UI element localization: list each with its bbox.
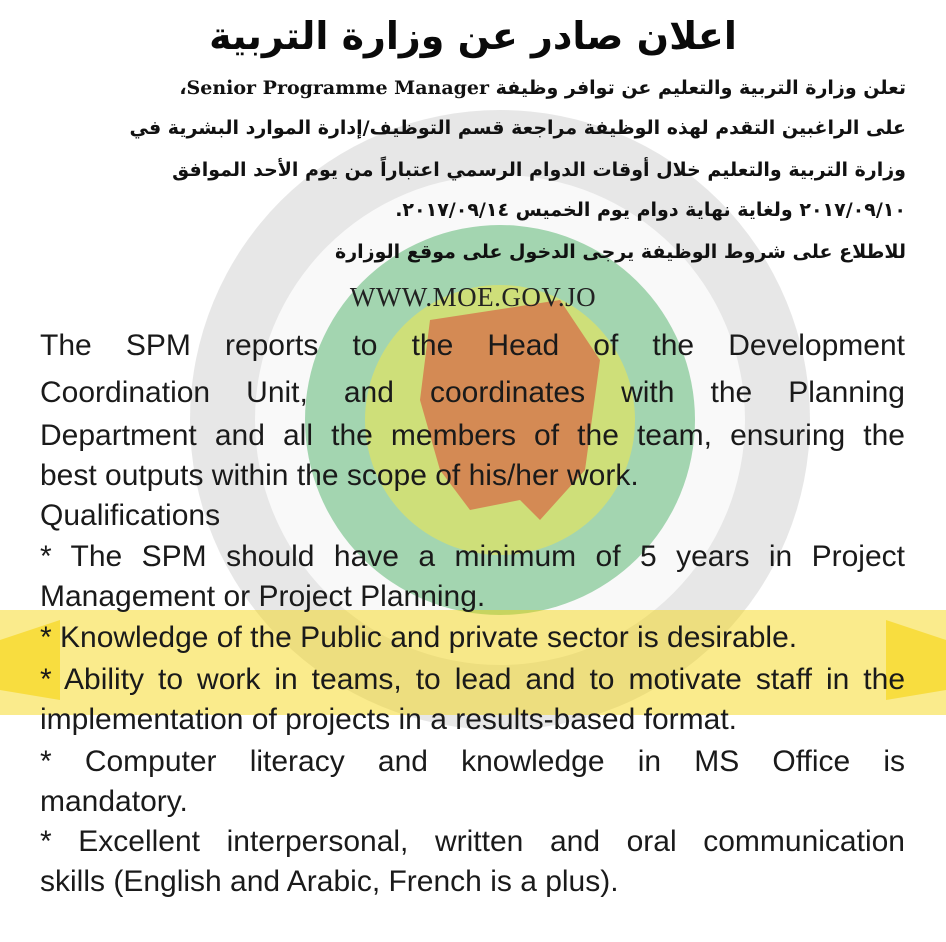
arabic-line-1-end: ، (179, 77, 187, 99)
english-line-7: Management or Project Planning. (40, 580, 486, 613)
arabic-line-4: ٢٠١٧/٠٩/١٠ ولغاية نهاية دوام يوم الخميس ٢٠١٧/٠٩/١٤. (395, 199, 906, 221)
arabic-line-1 (36, 76, 906, 100)
arabic-line-2: على الراغبين التقدم لهذه الوظيفة مراجعة قسم التوظيف/إدارة الموارد البشرية في (129, 117, 906, 139)
english-line-2: Coordination Unit, and coordinates with the Planning (40, 376, 905, 409)
english-line-12: mandatory. (40, 785, 188, 818)
english-line-11: * Computer literacy and knowledge in MS Office is (40, 745, 905, 778)
english-line-14: skills (English and Arabic, French is a plus). (40, 865, 619, 898)
english-line-4: best outputs within the scope of his/her work. (40, 459, 639, 492)
arabic-line-1-text: تعلن وزارة التربية والتعليم عن توافر وظيفة (489, 77, 906, 99)
english-line-9: * Ability to work in teams, to lead and to motivate staff in the (40, 663, 905, 696)
english-line-6: * The SPM should have a minimum of 5 years in Project (40, 540, 905, 573)
arabic-line-5: للاطلاع على شروط الوظيفة يرجى الدخول على موقع الوزارة (335, 241, 906, 263)
english-line-3: Department and all the members of the team, ensuring the (40, 419, 905, 452)
job-title: Senior Programme Manager (186, 77, 490, 99)
qualifications-heading: Qualifications (40, 499, 221, 532)
arabic-line-3: وزارة التربية والتعليم خلال أوقات الدوام الرسمي اعتباراً من يوم الأحد الموافق (172, 159, 906, 181)
english-line-1: The SPM reports to the Head of the Development (40, 329, 905, 362)
ministry-website: WWW.MOE.GOV.JO (349, 282, 597, 312)
english-line-10: implementation of projects in a results-based format. (40, 703, 737, 736)
announcement-title: اعلان صادر عن وزارة التربية (209, 14, 737, 58)
english-line-13: * Excellent interpersonal, written and oral communication (40, 825, 905, 858)
english-line-8: * Knowledge of the Public and private sector is desirable. (40, 621, 798, 654)
